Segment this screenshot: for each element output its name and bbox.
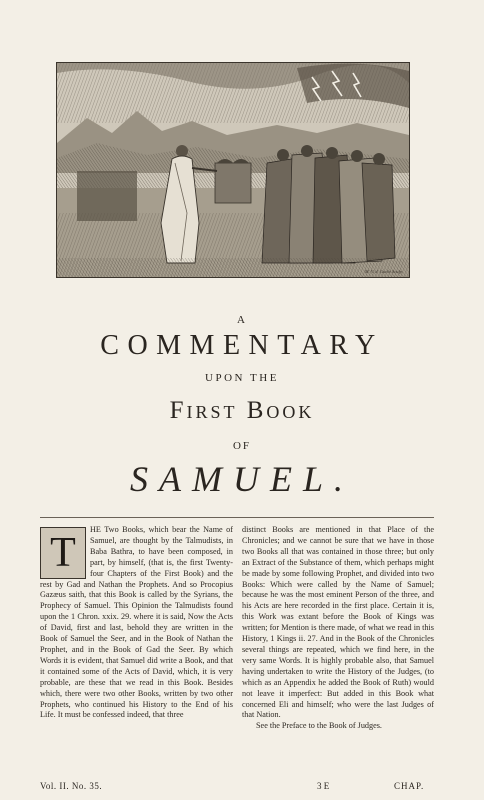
catchword: CHAP. (394, 781, 425, 791)
title-upon-the: UPON THE (205, 372, 279, 384)
right-column-text: distinct Books are mentioned in that Place of the Chronicles; and we cannot be sure that we have in those two Books all that was contained in those three; but only an Extract of the Substance of them, which perhaps might be made by some following Prophet, and divided into two Books: Which were called by the Name of Samuel; because he was the most eminent Person of the three, and his Acts are here recorded in the first place. Certain it is, this Work was extant before the Book of Kings was written; for Mention is there made, of what we read in this History, 1 Kings ii. 27. And in the Book of the Chronicles several things are repeated, which we find here, in the very same Words. It is highly probable also, that Samuel having undertaken to write the History of the Judges, (to which as an Appendix he added the Book of Ruth) would not leave it imperfect: But added in this Book what concerned Eli and himself; who were the last Judges of that Nation. (242, 525, 434, 720)
altar (215, 159, 251, 203)
left-column-text: HE Two Books, which bear the Name of Samuel, are thought by the Talmudists, in Baba Bathra, to have been composed, in part, by himself, (that is, the first Twenty-four Chapters of the First Book) and the rest by Gad and Nathan the Prophets. And so Procopius Gazæus saith, that this Book is called by the Syrians, the Prophecy of Samuel. This Opinion the Talmudists found upon the 1 Chron. xxix. 29. where it is said, Now the Acts of David, first and last, behold they are written in the Book of Samuel the Seer, and in the Book of Nathan the Prophet, and in the Book of Gad the Seer. By which Words it is evident, that Samuel did write a Book, and that it contained some of the Acts of David, which, it is very probable, are these that we read in this Book. Besides which, there were two other Books, written by two other Prophets, who continued his History to the End of his Life. It must be confessed indeed, that three (40, 525, 233, 720)
preface-reference: See the Preface to the Book of Judges. (256, 721, 382, 731)
title-samuel: SAMUEL. (130, 459, 354, 499)
signature-mark: 3 E (317, 781, 330, 791)
engraver-credit: M. V. d. Gucht Sculp. (364, 269, 403, 274)
elders-group (262, 145, 395, 263)
decorated-initial (40, 527, 86, 579)
text-column-right (242, 525, 434, 785)
engraving-illustration (57, 63, 409, 277)
title-rule (40, 517, 434, 518)
text-column-left (40, 525, 233, 785)
engraving-plate (56, 62, 410, 278)
show-through-text (300, 20, 450, 46)
title-commentary: COMMENTARY (100, 330, 384, 361)
initial-letter: T (50, 530, 76, 576)
volume-number: Vol. II. No. 35. (40, 781, 103, 791)
title-first-book: First Book (169, 397, 315, 424)
title-of: OF (232, 440, 252, 452)
title-article: A (237, 314, 247, 326)
